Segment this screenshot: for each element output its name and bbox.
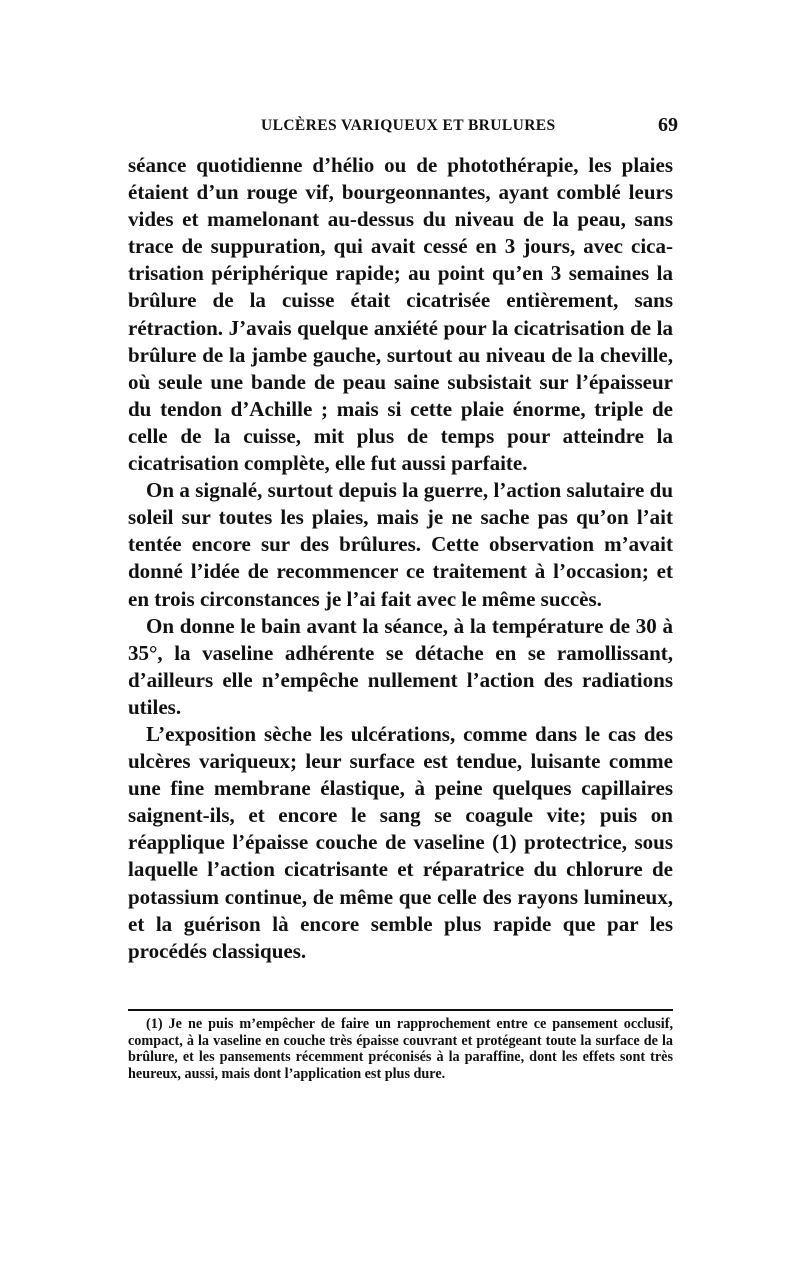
running-title: ULCÈRES VARIQUEUX ET BRULURES [261, 117, 556, 134]
paragraph-continued: séance quotidienne d’hélio ou de photothérapie, les plaies étaient d’un rouge vif, bourgeonnantes, ayant comblé leurs vides et mamelonant au-dessus du niveau de la peau, sans trace de suppuration, qui avait cessé en 3 jours, avec cicatrisation périphérique rapide; au point qu’en 3 semaines la brûlure de la cuisse était cicatrisée entièrement, sans rétraction. J’avais quelque anxiété pour la cicatrisation de la brûlure de la jambe gauche, surtout au niveau de la cheville, où seule une bande de peau saine subsistait sur l’épaisseur du tendon d’Achille ; mais si cette plaie énorme, triple de celle de la cuisse, mit plus de temps pour atteindre la cicatrisation complète, elle fut aussi parfaite. [128, 153, 673, 476]
body-text [128, 152, 673, 965]
paragraph: On a signalé, surtout depuis la guerre, l’action salutaire du soleil sur toutes les plaies, mais je ne sache pas qu’on l’ait tentée encore sur des brûlures. Cette observation m’avait donné l’idée de recommencer ce traitement à l’occasion; et en trois circonstances je l’ai fait avec le même succès. [128, 478, 673, 611]
footnote-text: (1) Je ne puis m’empêcher de faire un rapprochement entre ce pansement occlusif, compact, à la vaseline en couche très épaisse couvrant et protégeant toute la surface de la brûlure, et les pansements récemment préconisés à la paraffine, dont les effets sont très heureux, aussi, mais dont l’application est plus dure. [128, 1016, 673, 1082]
footnote-rule [128, 1009, 673, 1011]
page-number: 69 [658, 114, 678, 136]
paragraph: L’exposition sèche les ulcérations, comme dans le cas des ulcères variqueux; leur surface est tendue, luisante comme une fine membrane élastique, à peine quelques capillaires saignent-ils, et encore le sang se coagule vite; puis on réapplique l’épaisse couche de vaseline (1) protectrice, sous laquelle l’action cicatrisante et réparatrice du chlorure de potassium continue, de même que celle des rayons lumineux, et la guérison là encore semble plus rapide que par les procédés classiques. [128, 721, 673, 963]
paragraph: On donne le bain avant la séance, à la température de 30 à 35°, la vaseline adhérente se détache en se ramollissant, d’ailleurs elle n’empêche nullement l’action des radiations utiles. [128, 613, 673, 719]
footnote [128, 1016, 673, 1082]
running-head [128, 114, 678, 142]
